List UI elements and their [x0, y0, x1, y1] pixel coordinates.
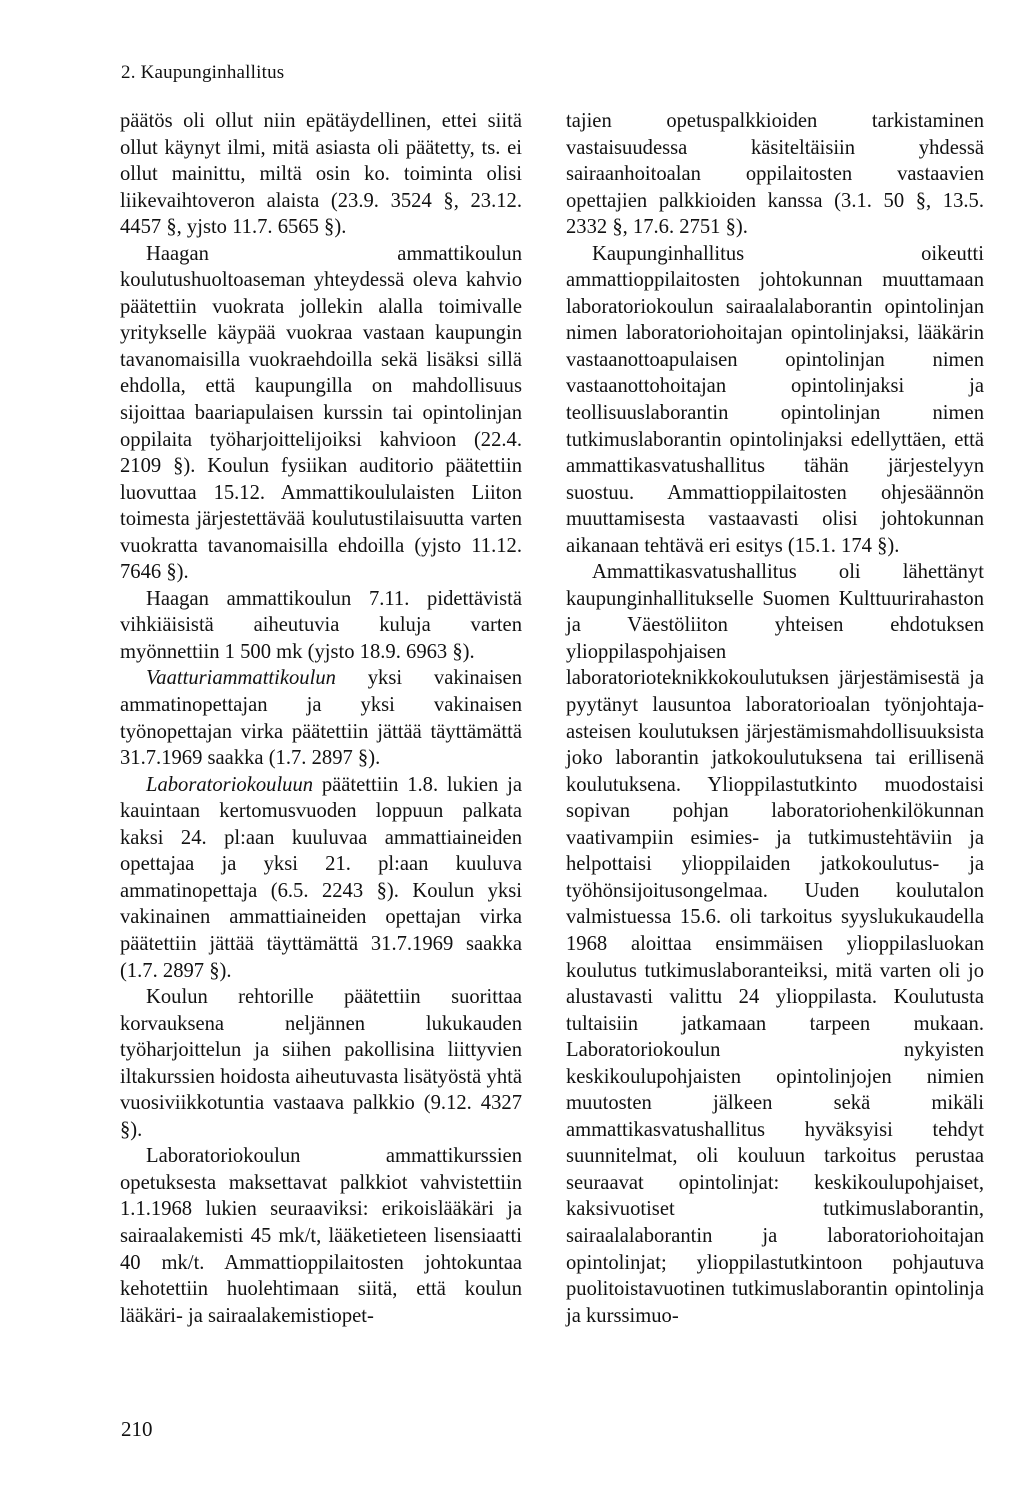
paragraph-text: Haagan ammattikoulun koulutushuoltoaseman yhteydessä oleva kahvio päätettiin vuokrata jollekin alalla toimivalle yritykselle käypää vuokraa vastaan kaupungin tavanomaisilla vuokraehdoilla sekä lisäksi sillä ehdolla, että kaupungilla on mahdollisuus sijoittaa baariapulaisen kurssin tai opintolinjan oppilaita työharjoittelijoiksi kahvioon (22.4. 2109 §). Koulun fysiikan auditorio päätettiin luovuttaa 15.12. Ammattikoululaisten Liiton toimesta järjestettävää koulutustilaisuutta varten vuokratta tavanomaisilla ehdoilla (yjsto 11.12. 7646 §).: [120, 242, 522, 584]
paragraph-text: päätettiin 1.8. lukien ja kauintaan kertomusvuoden loppuun palkata kaksi 24. pl:aan kuuluvaa ammattiaineiden opettajaa ja yksi 21. pl:aan kuuluva ammatinopettaja (6.5. 2243 §). Koulun yksi vakinainen ammattiaineiden opettajan virka päätettiin jättää täyttämättä 31.7.1969 saakka (1.7. 2897 §).: [120, 773, 522, 982]
right-column: [566, 108, 984, 1329]
paragraph-text: Haagan ammattikoulun 7.11. pidettävistä vihkiäisistä aiheutuvia kuluja varten myönnettiin 1 500 mk (yjsto 18.9. 6963 §).: [120, 587, 522, 663]
paragraph: [566, 108, 984, 241]
paragraph: [120, 665, 522, 771]
paragraph: [120, 108, 522, 241]
paragraph-text: Kaupunginhallitus oikeutti ammattioppilaitosten johtokunnan muuttamaan laboratoriokoulun sairaalalaborantin opintolinjan nimen laboratoriohoitajan opintolinjaksi, lääkärin vastaanottoapulaisen opintolinjan nimen vastaanottohoitajan opintolinjaksi ja teollisuuslaborantin opintolinjan nimen tutkimuslaborantin opintolinjaksi edellyttäen, että ammattikasvatushallitus tähän järjestelyyn suostuu. Ammattioppilaitosten ohjesäännön muuttamisesta vastaavasti olisi johtokunnan aikanaan tehtävä eri esitys (15.1. 174 §).: [566, 242, 984, 557]
paragraph-text: tajien opetuspalkkioiden tarkistaminen vastaisuudessa käsiteltäisiin yhdessä sairaanhoitoalan oppilaitosten vastaavien opettajien palkkioiden kanssa (3.1. 50 §, 13.5. 2332 §, 17.6. 2751 §).: [566, 110, 984, 239]
paragraph: [120, 984, 522, 1143]
paragraph: [120, 1143, 522, 1329]
paragraph: [566, 241, 984, 560]
running-head: 2. Kaupunginhallitus: [121, 62, 285, 83]
paragraph-text: Laboratoriokoulun ammattikurssien opetuksesta maksettavat palkkiot vahvistettiin 1.1.1968 lukien seuraaviksi: erikoislääkäri ja sairaalakemisti 45 mk/t, lääketieteen lisensiaatti 40 mk/t. Ammattioppilaitosten johtokuntaa kehotettiin huolehtimaan siitä, että koulun lääkäri- ja sairaalakemistiopet-: [120, 1145, 522, 1327]
left-column: [120, 108, 522, 1329]
paragraph: [120, 241, 522, 586]
paragraph-text: Ammattikasvatushallitus oli lähettänyt kaupunginhallitukselle Suomen Kulttuurirahaston ja Väestöliiton yhteisen ehdotuksen ylioppilaspohjaisen laboratorioteknikkokoulutuksen järjestämisestä ja pyytänyt lausuntoa laboratorioalan työnjohtaja-asteisen koulutuksen järjestämismahdollisuuksista joko laborantin jatkokoulutuksena tai erillisenä koulutuksena. Ylioppilastutkinto muodostaisi sopivan pohjan laboratoriohenkilökunnan vaativampiin esimies- ja tutkimustehtäviin ja helpottaisi ylioppilaiden jatkokoulutus- ja työhönsijoitusongelmaa. Uuden koulutalon valmistuessa 15.6. oli tarkoitus syyslukukaudella 1968 aloittaa ensimmäisen ylioppilasluokan koulutus tutkimuslaboranteiksi, mitä varten oli jo alustavasti valittu 24 ylioppilasta. Koulutusta tultaisiin jatkamaan tarpeen mukaan. Laboratoriokoulun nykyisten keskikoulupohjaisten opintolinjojen nimien muutosten jälkeen sekä mikäli ammattikasvatushallitus hyväksyisi tehdyt suunnitelmat, oli kouluun tarkoitus perustaa seuraavat opintolinjat: keskikoulupohjaiset, kaksivuotiset tutkimuslaborantin, sairaalalaborantin ja laboratoriohoitajan opintolinjat; ylioppilastutkintoon pohjautuva puolitoistavuotinen tutkimuslaborantin opintolinja ja kurssimuo-: [566, 561, 984, 1327]
paragraph: [566, 559, 984, 1329]
page-number: 210: [121, 1417, 153, 1441]
paragraph-lead: Laboratoriokouluun: [146, 773, 314, 796]
paragraph-text: päätös oli ollut niin epätäydellinen, ettei siitä ollut käynyt ilmi, mitä asiasta oli päätetty, ts. ei ollut mainittu, miltä osin ko. toiminta olisi liikevaihtoveron alaista (23.9. 3524 §, 23.12. 4457 §, yjsto 11.7. 6565 §).: [120, 110, 522, 239]
paragraph: [120, 772, 522, 984]
paragraph: [120, 586, 522, 666]
paragraph-text: yksi vakinaisen ammatinopettajan ja yksi vakinaisen työnopettajan virka päätettiin jättää täyttämättä 31.7.1969 saakka (1.7. 2897 §).: [120, 667, 522, 770]
paragraph-lead: Vaatturiammattikoulun: [146, 667, 336, 690]
paragraph-text: Koulun rehtorille päätettiin suorittaa korvauksena neljännen lukukauden työharjoittelun ja siihen pakollisina liittyvien iltakurssien hoidosta aiheutuvasta lisätyöstä yhtä vuosiviikkotuntia vastaava palkkio (9.12. 4327 §).: [120, 986, 522, 1141]
